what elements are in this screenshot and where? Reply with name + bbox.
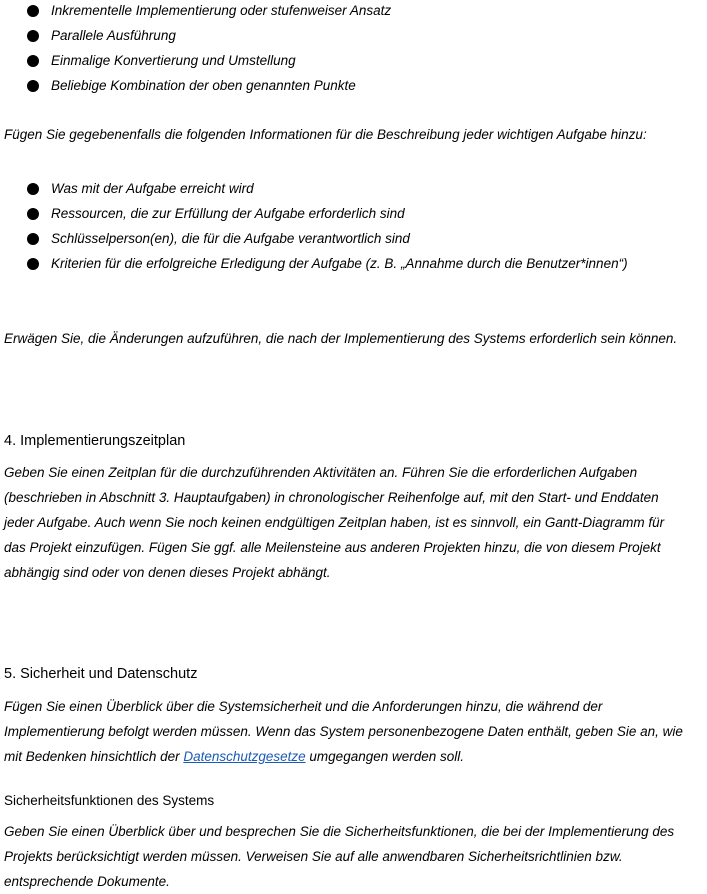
bullet-icon xyxy=(27,258,39,270)
list-item-text: Schlüsselperson(en), die für die Aufgabe verantwortlich sind xyxy=(51,231,410,246)
security-features-body xyxy=(4,819,704,894)
approach-bullet-list xyxy=(0,2,707,102)
section-5-line: Fügen Sie einen Überblick über die Systemsicherheit und die Anforderungen hinzu, die während der xyxy=(4,699,603,714)
task-info-intro: Fügen Sie gegebenenfalls die folgenden Informationen für die Beschreibung jeder wichtigen Aufgabe hinzu: xyxy=(4,127,647,142)
list-item xyxy=(0,52,707,77)
list-item-text: Inkrementelle Implementierung oder stufenweiser Ansatz xyxy=(51,3,392,18)
section-5-line: Implementierung befolgt werden müssen. Wenn das System personenbezogene Daten enthält, geben Sie an, wie xyxy=(4,724,683,739)
privacy-law-link[interactable]: Datenschutzgesetze xyxy=(183,749,306,764)
list-item xyxy=(0,205,707,230)
list-item-text: Kriterien für die erfolgreiche Erledigung der Aufgabe (z. B. „Annahme durch die Benutzer*innen“) xyxy=(51,256,628,271)
security-features-line: Projekts berücksichtigt werden müssen. Verweisen Sie auf alle anwendbaren Sicherheitsrichtlinien bzw. xyxy=(4,849,623,864)
list-item-text: Einmalige Konvertierung und Umstellung xyxy=(51,53,296,68)
list-item-text: Ressourcen, die zur Erfüllung der Aufgabe erforderlich sind xyxy=(51,206,405,221)
security-features-line: Geben Sie einen Überblick über und besprechen Sie die Sicherheitsfunktionen, die bei der Implementierung des xyxy=(4,824,675,839)
section-5-body xyxy=(4,694,704,769)
section-5-heading: 5. Sicherheit und Datenschutz xyxy=(4,666,198,682)
section-5-line-end: umgegangen werden soll. xyxy=(305,749,465,764)
section-4-line: Geben Sie einen Zeitplan für die durchzuführenden Aktivitäten an. Führen Sie die erforderlichen Aufgaben xyxy=(4,465,638,480)
section-4-line: jeder Aufgabe. Auch wenn Sie noch keinen endgültigen Zeitplan haben, ist es sinnvoll, ein Gantt-Diagramm für xyxy=(4,515,665,530)
list-item xyxy=(0,255,707,280)
section-4-body xyxy=(4,460,704,585)
task-info-bullet-list xyxy=(0,180,707,280)
list-item xyxy=(0,77,707,102)
changes-note: Erwägen Sie, die Änderungen aufzuführen, die nach der Implementierung des Systems erforderlich sein können. xyxy=(4,331,678,346)
bullet-icon xyxy=(27,183,39,195)
list-item-text: Was mit der Aufgabe erreicht wird xyxy=(51,181,254,196)
bullet-icon xyxy=(27,80,39,92)
bullet-icon xyxy=(27,55,39,67)
bullet-icon xyxy=(27,233,39,245)
list-item-text: Beliebige Kombination der oben genannten Punkte xyxy=(51,78,356,93)
section-4-heading: 4. Implementierungszeitplan xyxy=(4,433,186,449)
bullet-icon xyxy=(27,5,39,17)
list-item xyxy=(0,180,707,205)
section-4-line: abhängig sind oder von denen dieses Projekt abhängt. xyxy=(4,565,331,580)
section-4-line: das Projekt einzufügen. Fügen Sie ggf. alle Meilensteine aus anderen Projekten hinzu, die von diesem Projekt xyxy=(4,540,661,555)
list-item-text: Parallele Ausführung xyxy=(51,28,176,43)
list-item xyxy=(0,230,707,255)
section-4-line: (beschrieben in Abschnitt 3. Hauptaufgaben) in chronologischer Reihenfolge auf, mit den Start- und Enddaten xyxy=(4,490,659,505)
section-5-line-start: mit Bedenken hinsichtlich der xyxy=(4,749,184,764)
bullet-icon xyxy=(27,30,39,42)
list-item xyxy=(0,27,707,52)
security-features-subheading: Sicherheitsfunktionen des Systems xyxy=(4,793,215,808)
list-item xyxy=(0,2,707,27)
section-5-line xyxy=(4,744,704,769)
bullet-icon xyxy=(27,208,39,220)
security-features-line: entsprechende Dokumente. xyxy=(4,874,170,889)
